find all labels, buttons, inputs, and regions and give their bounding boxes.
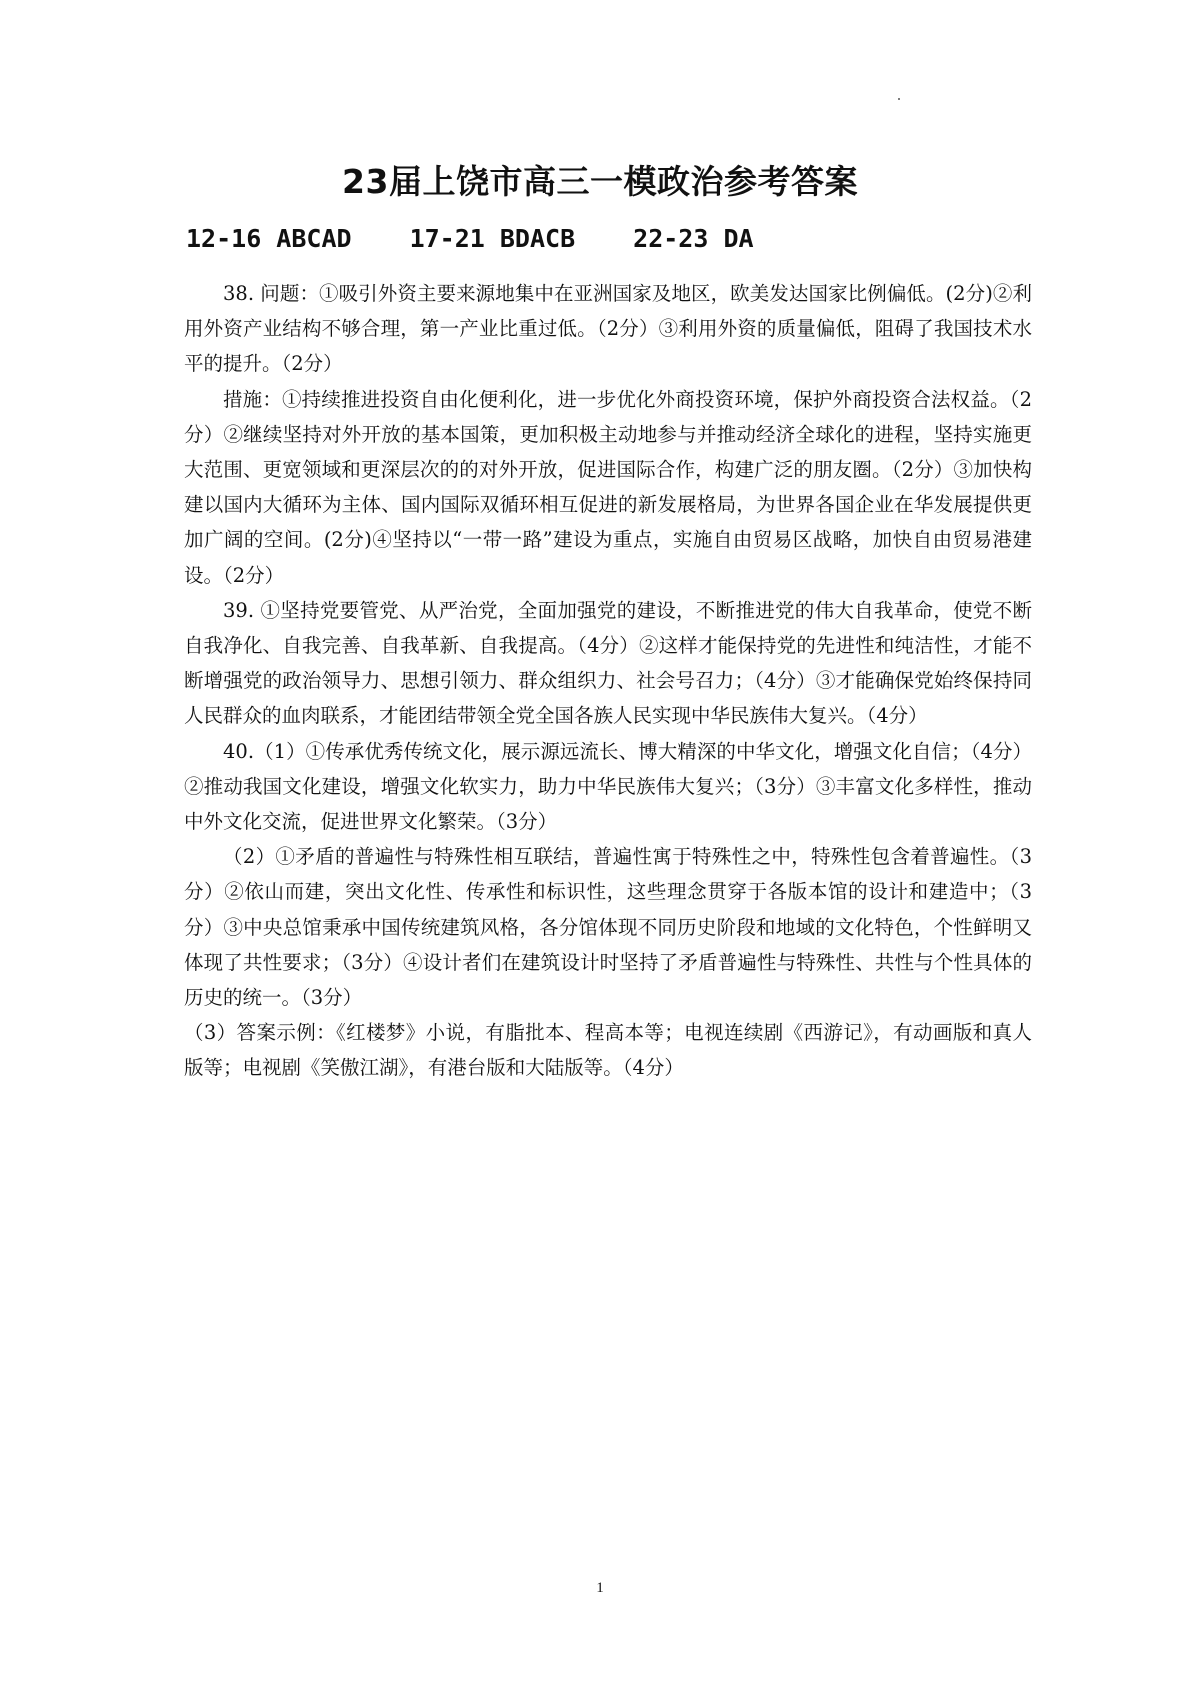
answer-39: 39. ①坚持党要管党、从严治党，全面加强党的建设，不断推进党的伟大自我革命，使党不断自我净化、自我完善、自我革新、自我提高。（4分）②这样才能保持党的先进性和纯洁性，才能不断增强党的政治领导力、思想引领力、群众组织力、社会号召力；（4分）③才能确保党始终保持同人民群众的血肉联系，才能团结带领全党全国各族人民实现中华民族伟大复兴。（4分） [184, 598, 1032, 728]
page-title: 23届上饶市高三一模政治参考答案 [342, 162, 858, 201]
answer-body [184, 276, 1032, 1086]
page-number: 1 [596, 1580, 604, 1596]
answer-38-measures: 措施：①持续推进投资自由化便利化，进一步优化外商投资环境，保护外商投资合法权益。（2分）②继续坚持对外开放的基本国策，更加积极主动地参与并推动经济全球化的进程，坚持实施更大范围、更宽领域和更深层次的的对外开放，促进国际合作，构建广泛的朋友圈。（2分）③加快构建以国内大循环为主体、国内国际双循环相互促进的新发展格局，为世界各国企业在华发展提供更加广阔的空间。(2分)④坚持以“一带一路”建设为重点，实施自由贸易区战略，加快自由贸易港建设。（2分） [184, 387, 1032, 587]
choice-answers [186, 224, 754, 253]
answer-40-part-2: （2）①矛盾的普遍性与特殊性相互联结，普遍性寓于特殊性之中，特殊性包含着普遍性。（3分）②依山而建，突出文化性、传承性和标识性，这些理念贯穿于各版本馆的设计和建造中；（3分）③中央总馆秉承中国传统建筑风格，各分馆体现不同历史阶段和地域的文化特色，个性鲜明又体现了共性要求；（3分）④设计者们在建筑设计时坚持了矛盾普遍性与特殊性、共性与个性具体的历史的统一。（3分） [184, 845, 1032, 1010]
answer-40-part-1: 40.（1）①传承优秀传统文化，展示源远流长、博大精深的中华文化，增强文化自信；（4分）②推动我国文化建设，增强文化软实力，助力中华民族伟大复兴；（3分）③丰富文化多样性，推动中外文化交流，促进世界文化繁荣。（3分） [184, 739, 1032, 834]
choice-group-2: 17-21 BDACB [409, 224, 576, 253]
answer-40-part-3: （3）答案示例：《红楼梦》小说，有脂批本、程高本等；电视连续剧《西游记》，有动画版和真人版等；电视剧《笑傲江湖》，有港台版和大陆版等。（4分） [184, 1021, 1032, 1080]
choice-group-3: 22-23 DA [633, 224, 754, 253]
answer-38-problems: 38. 问题：①吸引外资主要来源地集中在亚洲国家及地区，欧美发达国家比例偏低。(2分)②利用外资产业结构不够合理，第一产业比重过低。（2分）③利用外资的质量偏低，阻碍了我国技术水平的提升。（2分） [184, 282, 1032, 376]
choice-group-1: 12-16 ABCAD [186, 224, 352, 253]
scan-dot [898, 98, 900, 100]
